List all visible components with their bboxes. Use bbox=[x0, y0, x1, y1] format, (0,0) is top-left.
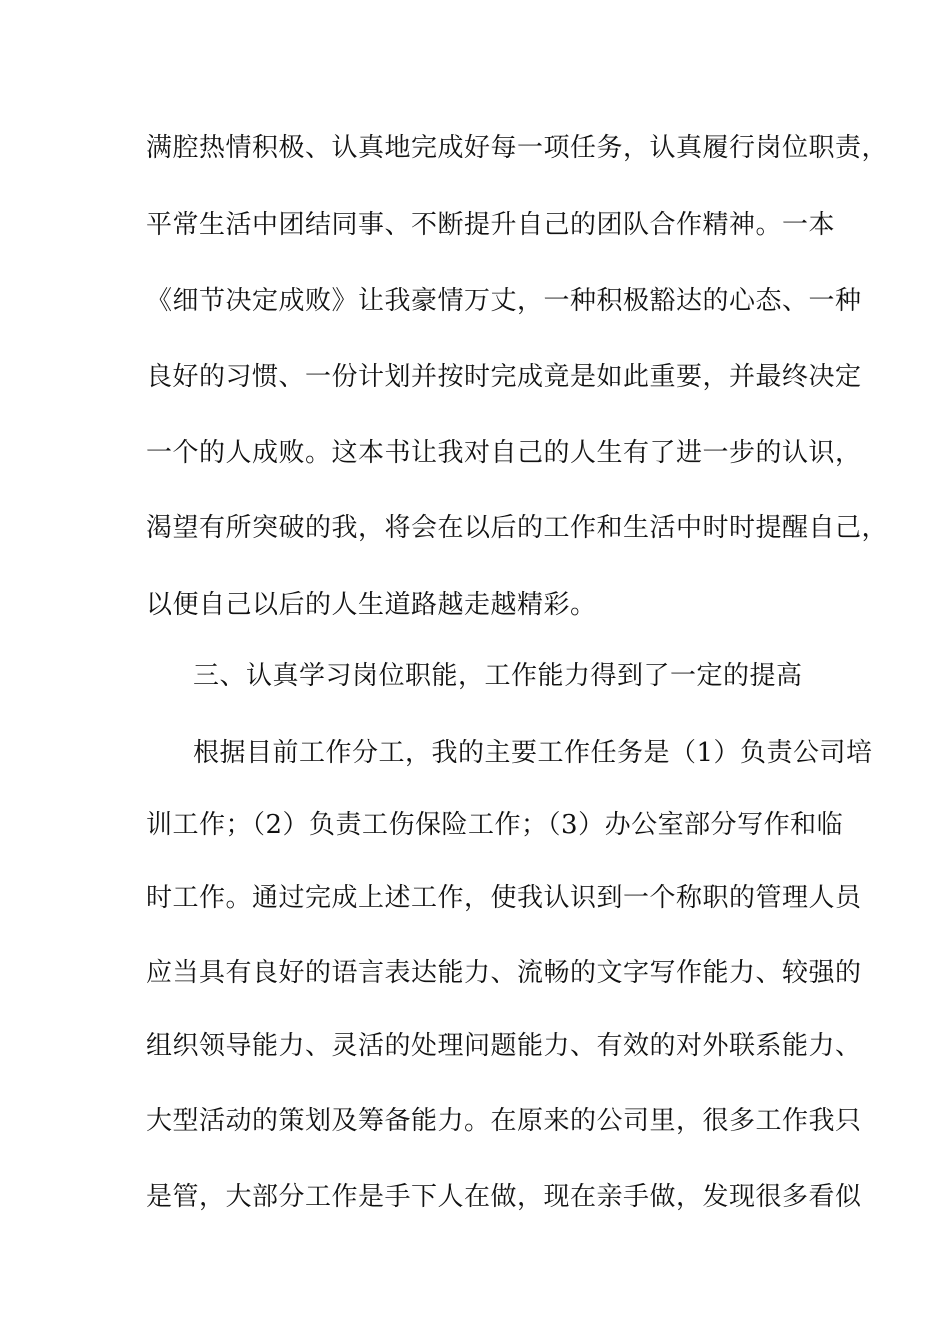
section-heading: 三、认真学习岗位职能，工作能力得到了一定的提高 bbox=[193, 661, 803, 691]
paragraph-line: 《细节决定成败》让我豪情万丈，一种积极豁达的心态、一种 bbox=[146, 286, 862, 316]
paragraph-line: 组织领导能力、灵活的处理问题能力、有效的对外联系能力、 bbox=[146, 1031, 862, 1061]
paragraph-line: 训工作；（2）负责工伤保险工作；（3）办公室部分写作和临 bbox=[146, 810, 844, 840]
paragraph-line: 是管，大部分工作是手下人在做，现在亲手做，发现很多看似 bbox=[146, 1182, 862, 1212]
paragraph-line: 平常生活中团结同事、不断提升自己的团队合作精神。一本 bbox=[146, 210, 836, 240]
paragraph-line: 一个的人成败。这本书让我对自己的人生有了进一步的认识， bbox=[146, 438, 862, 468]
paragraph-line: 大型活动的策划及筹备能力。在原来的公司里，很多工作我只 bbox=[146, 1106, 862, 1136]
paragraph-line: 时工作。通过完成上述工作，使我认识到一个称职的管理人员 bbox=[146, 883, 862, 913]
paragraph-line: 应当具有良好的语言表达能力、流畅的文字写作能力、较强的 bbox=[146, 958, 862, 988]
paragraph-line: 根据目前工作分工，我的主要工作任务是（1）负责公司培 bbox=[193, 738, 873, 768]
paragraph-line: 良好的习惯、一份计划并按时完成竟是如此重要，并最终决定 bbox=[146, 362, 862, 392]
paragraph-line: 渴望有所突破的我，将会在以后的工作和生活中时时提醒自己， bbox=[146, 513, 889, 543]
paragraph-line: 满腔热情积极、认真地完成好每一项任务，认真履行岗位职责， bbox=[146, 133, 889, 163]
paragraph-line: 以便自己以后的人生道路越走越精彩。 bbox=[146, 590, 597, 620]
